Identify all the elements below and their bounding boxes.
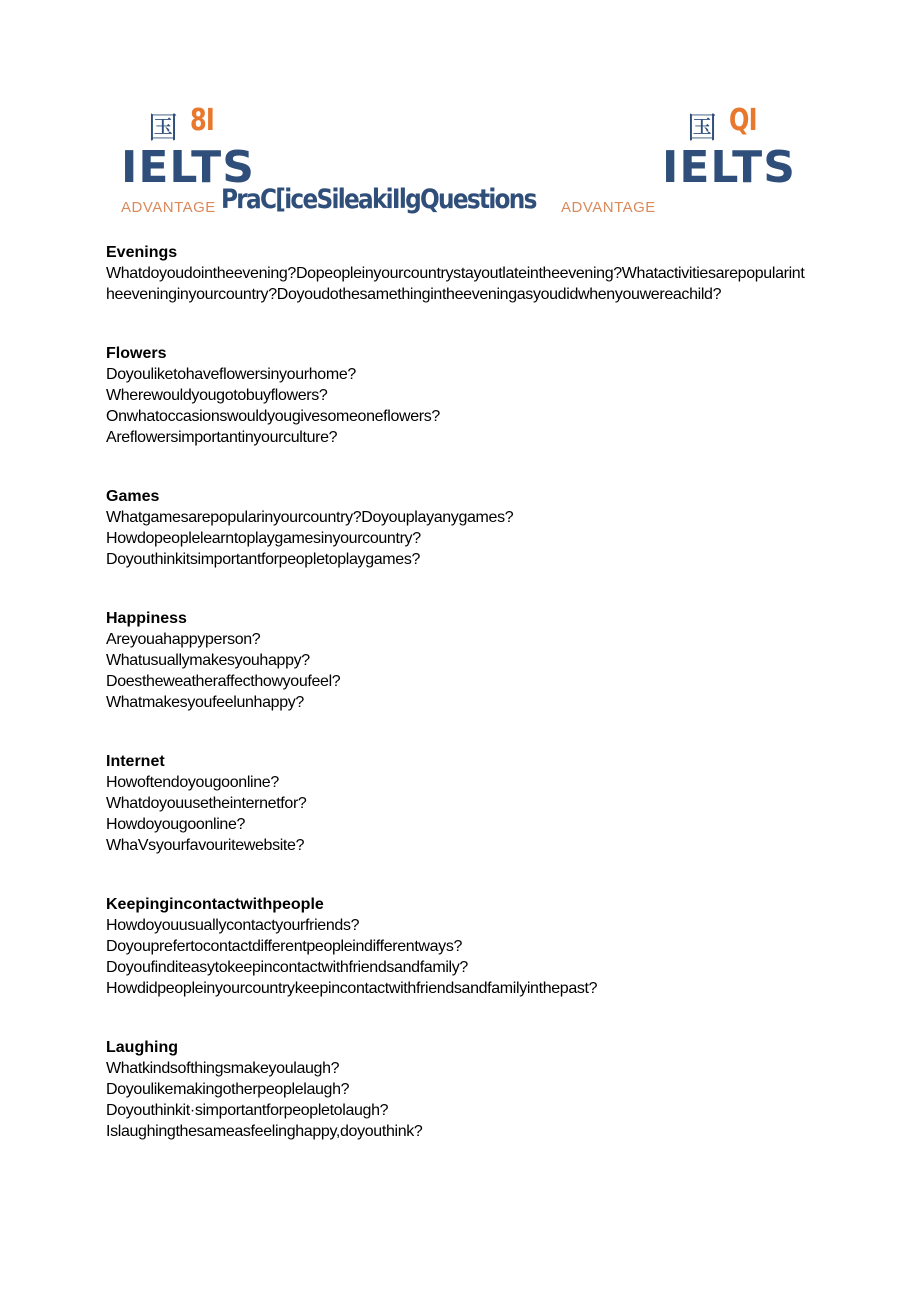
section-title: Flowers	[106, 345, 167, 362]
section-keeping-in-contact	[106, 894, 806, 999]
question-text: Doyouliketohaveflowersinyourhome?	[106, 366, 356, 383]
question-text: Doyouprefertocontactdifferentpeopleindifferentways?	[106, 938, 463, 955]
left-logo-tagline: ADVANTAGE	[121, 199, 216, 216]
section-happiness	[106, 608, 806, 713]
section-internet	[106, 751, 806, 856]
section-title: Internet	[106, 753, 165, 770]
section-title: Evenings	[106, 244, 178, 261]
question-text: Doestheweatheraffecthowyoufeel?	[106, 673, 341, 690]
section-title: Keepingincontactwithpeople	[106, 896, 324, 913]
question-text: Onwhatoccasionswouldyougivesomeoneflowers?	[106, 408, 440, 425]
right-logo-ielts: IELTS	[662, 142, 796, 193]
question-text: Howdopeoplelearntoplaygamesinyourcountry?	[106, 530, 421, 547]
left-logo-glyph: 国	[148, 111, 178, 146]
question-text: Whatdoyouusetheinternetfor?	[106, 795, 307, 812]
section-title: Games	[106, 488, 160, 505]
question-text: Howdidpeopleinyourcountrykeepincontactwithfriendsandfamilyinthepast?	[106, 980, 598, 997]
question-text: Whatusuallymakesyouhappy?	[106, 652, 310, 669]
question-text: Wherewouldyougotobuyflowers?	[106, 387, 328, 404]
question-text: Doyouthinkit·simportantforpeopletolaugh?	[106, 1102, 389, 1119]
question-text: Areyouahappyperson?	[106, 631, 261, 648]
question-text: WhaVsyourfavouritewebsite?	[106, 837, 305, 854]
question-text: Whatmakesyoufeelunhappy?	[106, 694, 304, 711]
page-header	[0, 0, 920, 240]
right-logo-code: QI	[729, 103, 757, 138]
left-logo-ielts: IELTS	[121, 142, 255, 193]
question-text: Whatgamesarepopularinyourcountry?Doyouplayanygames?	[106, 509, 514, 526]
question-text: Howdoyouusuallycontactyourfriends?	[106, 917, 360, 934]
section-games	[106, 486, 806, 570]
section-title: Happiness	[106, 610, 187, 627]
question-list	[106, 242, 806, 1180]
section-evenings	[106, 242, 806, 305]
section-title: Laughing	[106, 1039, 178, 1056]
section-flowers	[106, 343, 806, 448]
question-text: Doyouthinkitsimportantforpeopletoplaygames?	[106, 551, 421, 568]
question-text: Howoftendoyougoonline?	[106, 774, 279, 791]
right-logo-tagline: ADVANTAGE	[561, 199, 656, 216]
question-text: Islaughingthesameasfeelinghappy,doyouthink?	[106, 1123, 423, 1140]
question-text: Doyoufinditeasytokeepincontactwithfriendsandfamily?	[106, 959, 468, 976]
question-text: Doyoulikemakingotherpeoplelaugh?	[106, 1081, 350, 1098]
question-text: Whatkindsofthingsmakeyoulaugh?	[106, 1060, 340, 1077]
left-logo-code: 8I	[190, 103, 215, 138]
section-laughing	[106, 1037, 806, 1142]
right-logo-glyph: 国	[687, 111, 717, 146]
question-text: Howdoyougoonline?	[106, 816, 246, 833]
document-title: PraC[iceSileakiIlgQuestions	[221, 184, 536, 215]
question-text: Whatdoyoudointheevening?Dopeopleinyourcountrystayoutlateintheevening?Whatactivitiesarepopularintheeveninginyourcountry?Doyoudothesamethingintheeveningasyoudidwhenyouwereachild?	[106, 265, 805, 303]
question-text: Areflowersimportantinyourculture?	[106, 429, 338, 446]
